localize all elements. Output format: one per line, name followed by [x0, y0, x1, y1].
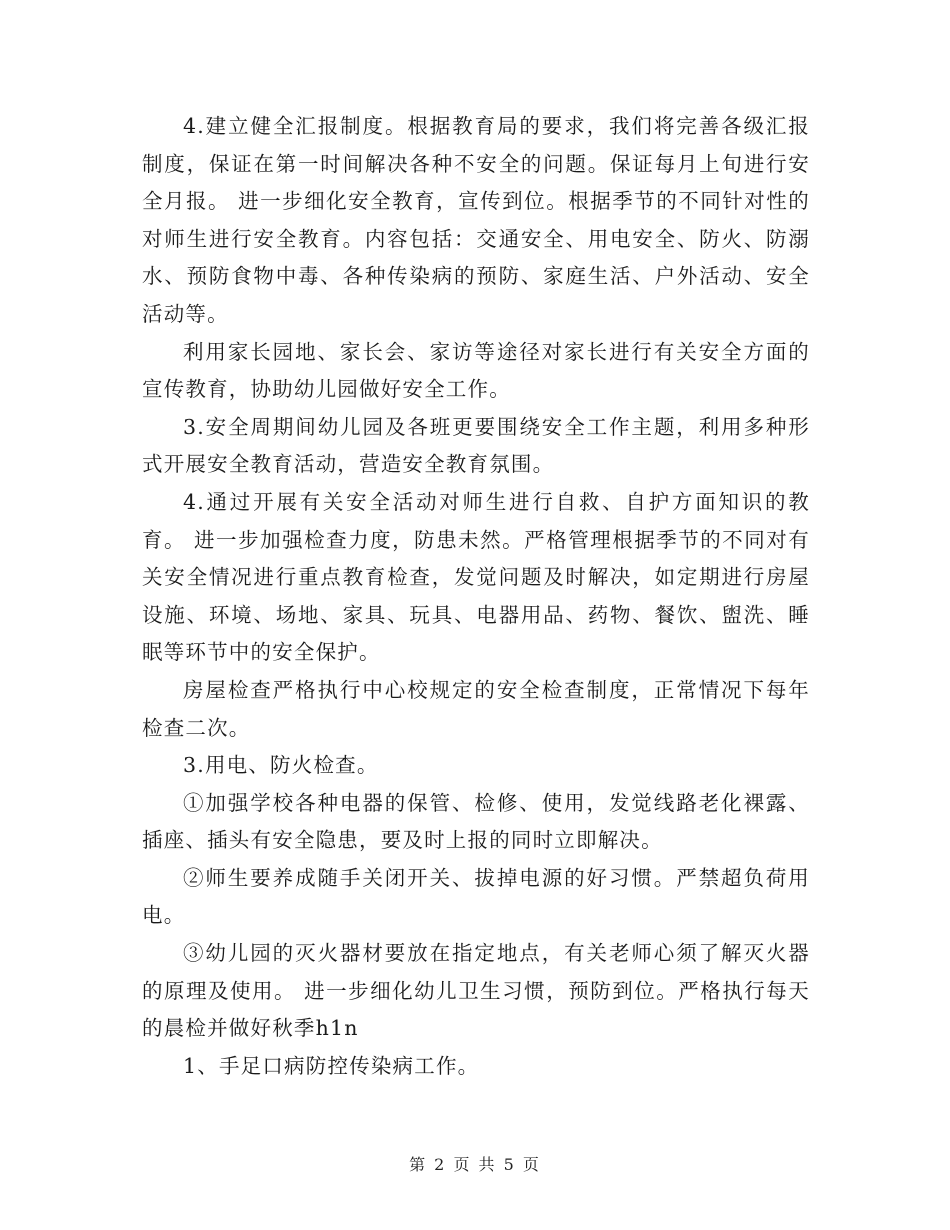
paragraph-safety-week: 3.安全周期间幼儿园及各班更要围绕安全工作主题，利用多种形式开展安全教育活动，营造安全教育氛围。 — [142, 414, 810, 477]
paragraph-parent-education: 利用家长园地、家长会、家访等途径对家长进行有关安全方面的宣传教育，协助幼儿园做好安全工作。 — [142, 339, 810, 402]
paragraph-appliance-maintenance: ①加强学校各种电器的保管、检修、使用，发觉线路老化裸露、插座、插头有安全隐患，要及时上报的同时立即解决。 — [142, 790, 810, 853]
paragraph-power-habits: ②师生要养成随手关闭开关、拔掉电源的好习惯。严禁超负荷用电。 — [142, 865, 810, 928]
paragraph-self-rescue-inspection: 4.通过开展有关安全活动对师生进行自救、自护方面知识的教育。 进一步加强检查力度，防患未然。严格管理根据季节的不同对有关安全情况进行重点教育检查，发觉问题及时解决，如定期进行房屋设施、环境、场地、家具、玩具、电器用品、药物、餐饮、盥洗、睡眠等环节中的安全保护。 — [142, 489, 810, 665]
paragraph-disease-prevention: 1、手足口病防控传染病工作。 — [183, 1053, 480, 1078]
paragraph-fire-equipment: ③幼儿园的灭火器材要放在指定地点，有关老师心须了解灭火器的原理及使用。 进一步细化幼儿卫生习惯，预防到位。严格执行每天的晨检并做好秋季h1n — [142, 941, 810, 1041]
document-body — [142, 108, 810, 1085]
paragraph-reporting-system: 4.建立健全汇报制度。根据教育局的要求，我们将完善各级汇报制度，保证在第一时间解决各种不安全的问题。保证每月上旬进行安全月报。 进一步细化安全教育，宣传到位。根据季节的不同针对性的对师生进行安全教育。内容包括：交通安全、用电安全、防火、防溺水、预防食物中毒、各种传染病的预防、家庭生活、户外活动、安全活动等。 — [142, 114, 810, 326]
paragraph-electric-fire-check: 3.用电、防火检查。 — [183, 753, 379, 778]
paragraph-building-inspection: 房屋检查严格执行中心校规定的安全检查制度，正常情况下每年检查二次。 — [142, 677, 810, 740]
page-footer: 第 2 页 共 5 页 — [409, 1155, 541, 1174]
